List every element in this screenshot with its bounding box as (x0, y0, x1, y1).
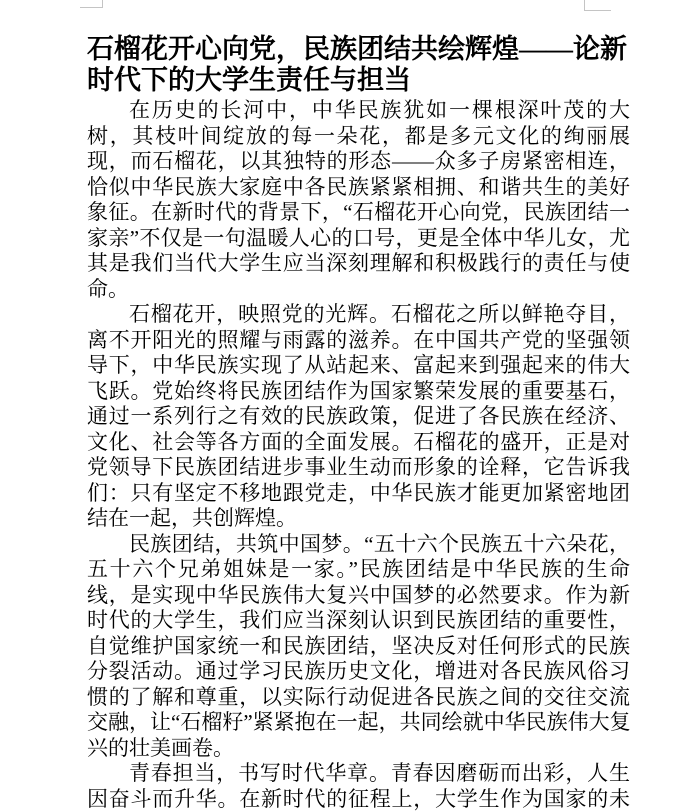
text-line: 离不开阳光的照耀与雨露的滋养。在中国共产党的坚强领 (87, 327, 630, 352)
text-line: 现，而石榴花，以其独特的形态——众多子房紧密相连， (87, 149, 630, 173)
text-line: 命。 (87, 276, 129, 301)
text-line: 五十六个兄弟姐妹是一家。”民族团结是中华民族的生命 (87, 557, 630, 581)
text-line: 家亲”不仅是一句温暖人心的口号，更是全体中华儿女，尤 (87, 225, 630, 250)
paragraph (87, 302, 630, 532)
text-line: 象征。在新时代的背景下，“石榴花开心向党，民族团结一 (87, 200, 630, 224)
text-line: 兴的壮美画卷。 (87, 735, 234, 760)
document-text-area (87, 34, 630, 812)
text-line: 惯的了解和尊重，以实际行动促进各民族之间的交往交流 (87, 684, 630, 709)
text-line: 们：只有坚定不移地跟党走，中华民族才能更加紧密地团 (87, 480, 630, 505)
document-title-line: 石榴花开心向党，民族团结共绘辉煌——论新 (87, 34, 627, 64)
text-line: 因奋斗而升华。在新时代的征程上，大学生作为国家的未 (87, 786, 630, 811)
text-line: 线，是实现中华民族伟大复兴中国梦的必然要求。作为新 (87, 582, 630, 607)
text-line: 树，其枝叶间绽放的每一朵花，都是多元文化的绚丽展 (87, 123, 630, 148)
text-line: 文化、社会等各方面的全面发展。石榴花的盛开，正是对 (87, 429, 630, 454)
text-line: 分裂活动。通过学习民族历史文化，增进对各民族风俗习 (87, 659, 630, 683)
text-line: 飞跃。党始终将民族团结作为国家繁荣发展的重要基石， (87, 378, 630, 403)
document-title-line: 时代下的大学生责任与担当 (87, 65, 411, 95)
text-line: 民族团结，共筑中国梦。“五十六个民族五十六朵花， (129, 531, 630, 556)
text-line: 自觉维护国家统一和民族团结，坚决反对任何形式的民族 (87, 633, 630, 658)
paragraph (87, 532, 630, 762)
paragraph (87, 98, 630, 302)
text-line: 党领导下民族团结进步事业生动而形象的诠释，它告诉我 (87, 455, 630, 479)
margin-crop-mark-right (584, 0, 611, 11)
text-line: 结在一起，共创辉煌。 (87, 506, 297, 530)
text-line: 青春担当，书写时代华章。青春因磨砺而出彩，人生 (129, 761, 630, 785)
text-line: 石榴花开，映照党的光辉。石榴花之所以鲜艳夺目， (129, 302, 630, 326)
margin-crop-mark-left (80, 0, 103, 8)
paragraph (87, 761, 630, 812)
document-body (87, 98, 630, 812)
text-line: 恰似中华民族大家庭中各民族紧紧相拥、和谐共生的美好 (87, 174, 630, 199)
text-line: 交融，让“石榴籽”紧紧抱在一起，共同绘就中华民族伟大复 (87, 710, 631, 734)
document-title (87, 34, 630, 96)
text-line: 导下，中华民族实现了从站起来、富起来到强起来的伟大 (87, 353, 630, 377)
text-line: 其是我们当代大学生应当深刻理解和积极践行的责任与使 (87, 251, 630, 275)
text-line: 通过一系列行之有效的民族政策，促进了各民族在经济、 (87, 404, 630, 428)
text-line: 在历史的长河中，中华民族犹如一棵根深叶茂的大 (129, 98, 630, 122)
text-line: 时代的大学生，我们应当深刻认识到民族团结的重要性， (87, 608, 630, 632)
